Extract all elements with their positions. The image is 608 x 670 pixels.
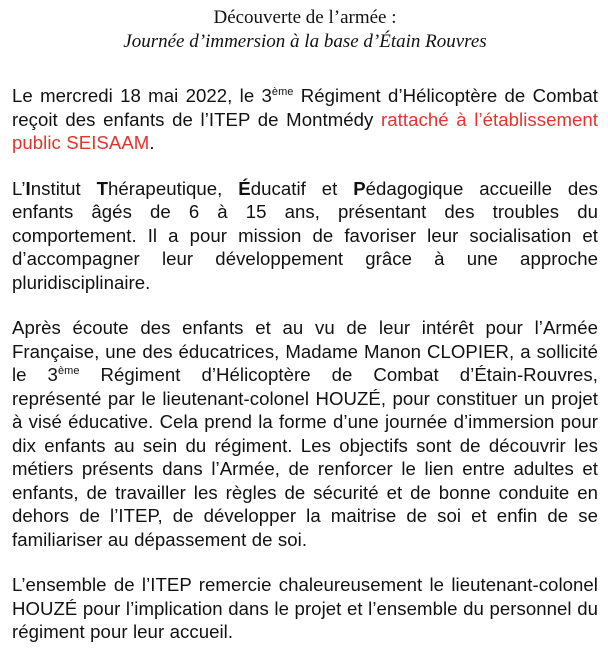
itep-initial-e: É [238, 177, 251, 199]
paragraph-project-text-a: Après écoute des enfants et au vu de leur intérêt pour l’Armée Française, une des éducatrices, Madame Manon CLOPIER, a sollicité le 3 [12, 317, 598, 385]
itep-prefix: L’ [12, 177, 26, 199]
paragraph-intro-text-a: Le mercredi 18 mai 2022, le 3 [12, 85, 272, 106]
document-subtitle: Journée d’immersion à la base d’Étain Rouvres [123, 31, 487, 52]
ordinal-suffix: ème [57, 365, 80, 377]
itep-description-rest: édagogique accueille des enfants âgés de 6 à 15 ans, présentant des troubles du comportement. Il a pour mission de favoriser leur socialisation et d’accompagner leur développement grâce à une approche pluridisciplinaire. [12, 177, 598, 293]
itep-word-educatif: ducatif et [250, 177, 354, 199]
paragraph-intro-text-c: . [149, 132, 155, 153]
itep-initial-i: I [25, 177, 31, 199]
itep-initial-p: P [353, 177, 366, 199]
itep-initial-t: T [96, 177, 109, 199]
paragraph-itep-description [12, 177, 598, 295]
paragraph-intro [12, 84, 598, 155]
document-header [12, 6, 598, 54]
paragraph-intro-text-b: Régiment d’Hélicoptère de Combat reçoit des enfants de l’ITEP de Montmédy [12, 85, 599, 130]
paragraph-project [12, 316, 598, 551]
paragraph-project-text-b: Régiment d’Hélicoptère de Combat d’Étain-Rouvres, représenté par le lieutenant-colonel HOUZÉ, pour constituer un projet à visé éducative. Cela prend la forme d’une journée d’immersion pour dix enfants au sein du régiment. Les objectifs sont de découvrir les métiers présents dans l’Armée, de renforcer le lien entre adultes et enfants, de travailler les règles de sécurité et de bonne conduite en dehors de l’ITEP, de développer la maitrise de soi et enfin de se familiariser au dépassement de soi. [12, 364, 598, 550]
ordinal-suffix: ème [271, 86, 294, 98]
highlighted-text: rattaché à l’établissement public SEISAAM [12, 108, 598, 153]
itep-word-therapeutique: hérapeutique, [108, 177, 239, 199]
document-title: Découverte de l’armée : [213, 7, 397, 28]
paragraph-thanks: L’ensemble de l’ITEP remercie chaleureusement le lieutenant-colonel HOUZÉ pour l’implication dans le projet et l’ensemble du personnel du régiment pour leur accueil. [12, 574, 598, 642]
itep-word-institut: nstitut [30, 177, 97, 199]
